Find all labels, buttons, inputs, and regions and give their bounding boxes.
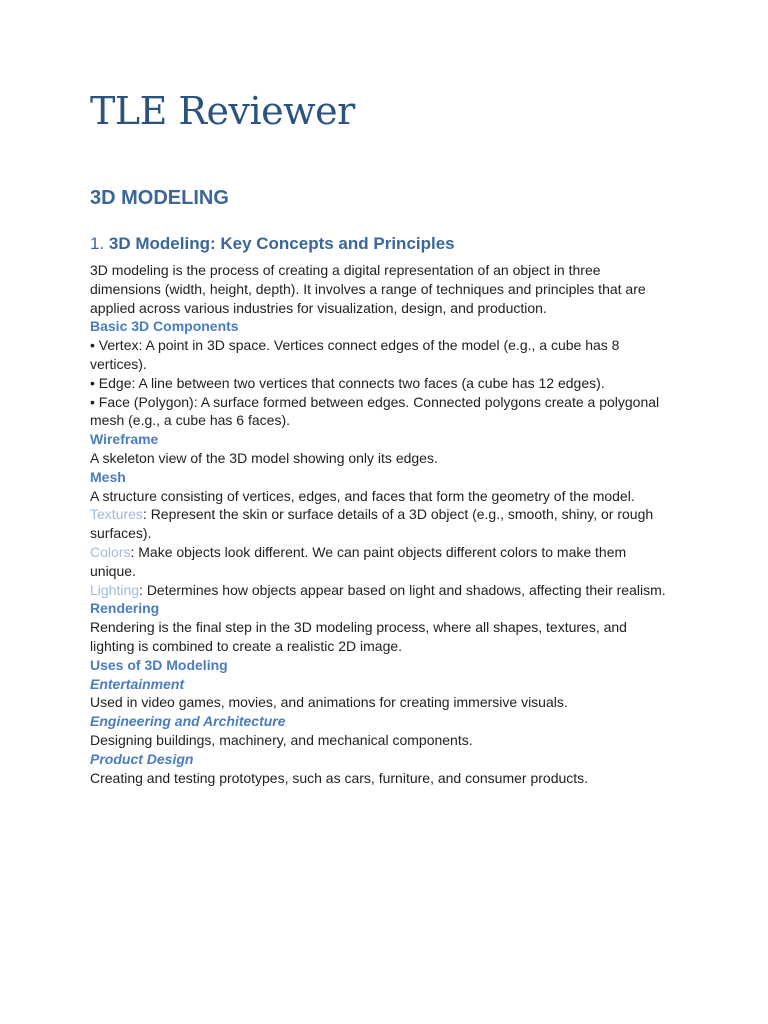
wireframe-text: A skeleton view of the 3D model showing only its edges. <box>90 449 438 466</box>
use-entertainment-heading: Entertainment <box>90 675 185 692</box>
textures-text: : Represent the skin or surface details of a 3D object (e.g., smooth, shiny, or rough surfaces). <box>90 506 654 542</box>
intro-paragraph: 3D modeling is the process of creating a digital representation of an object in three dimensions (width, height, depth). It involves a range of techniques and principles that are applied across various industries for visualization, design, and production. <box>90 262 646 316</box>
colors-paragraph <box>90 543 670 581</box>
textures-paragraph <box>90 505 670 543</box>
wireframe-heading: Wireframe <box>90 431 159 448</box>
bullet-vertex: • Vertex: A point in 3D space. Vertices connect edges of the model (e.g., a cube has 8 vertices). <box>90 337 620 372</box>
mesh-heading: Mesh <box>90 468 126 485</box>
bullet-face: • Face (Polygon): A surface formed between edges. Connected polygons create a polygonal mesh (e.g., a cube has 6 faces). <box>90 393 660 429</box>
subsection-title-text: 3D Modeling: Key Concepts and Principles <box>108 234 455 253</box>
lighting-text: : Determines how objects appear based on light and shadows, affecting their realism. <box>139 581 666 598</box>
subsection-number: 1. <box>90 234 109 253</box>
use-product-design-heading: Product Design <box>90 750 194 767</box>
mesh-text: A structure consisting of vertices, edges, and faces that form the geometry of the model. <box>90 487 635 504</box>
section-title: 3D MODELING <box>90 187 229 209</box>
lighting-term: Lighting <box>90 581 140 598</box>
colors-term: Colors <box>90 543 131 560</box>
document-title: TLE Reviewer <box>90 89 355 133</box>
colors-text: : Make objects look different. We can paint objects different colors to make them unique. <box>90 543 627 579</box>
lighting-paragraph <box>90 581 670 600</box>
rendering-text: Rendering is the final step in the 3D modeling process, where all shapes, textures, and lighting is combined to create a realistic 2D image. <box>90 619 627 654</box>
uses-heading: Uses of 3D Modeling <box>90 656 228 673</box>
use-entertainment-text: Used in video games, movies, and animations for creating immersive visuals. <box>90 694 568 711</box>
use-product-design-text: Creating and testing prototypes, such as cars, furniture, and consumer products. <box>90 769 589 786</box>
textures-term: Textures <box>90 506 143 523</box>
bullet-edge: • Edge: A line between two vertices that connects two faces (a cube has 12 edges). <box>90 374 605 391</box>
use-engineering-heading: Engineering and Architecture <box>90 713 286 730</box>
subsection-title <box>90 232 455 256</box>
rendering-heading: Rendering <box>90 600 160 617</box>
use-engineering-text: Designing buildings, machinery, and mechanical components. <box>90 731 473 748</box>
basic-components-heading: Basic 3D Components <box>90 318 239 335</box>
document-body <box>90 261 670 787</box>
